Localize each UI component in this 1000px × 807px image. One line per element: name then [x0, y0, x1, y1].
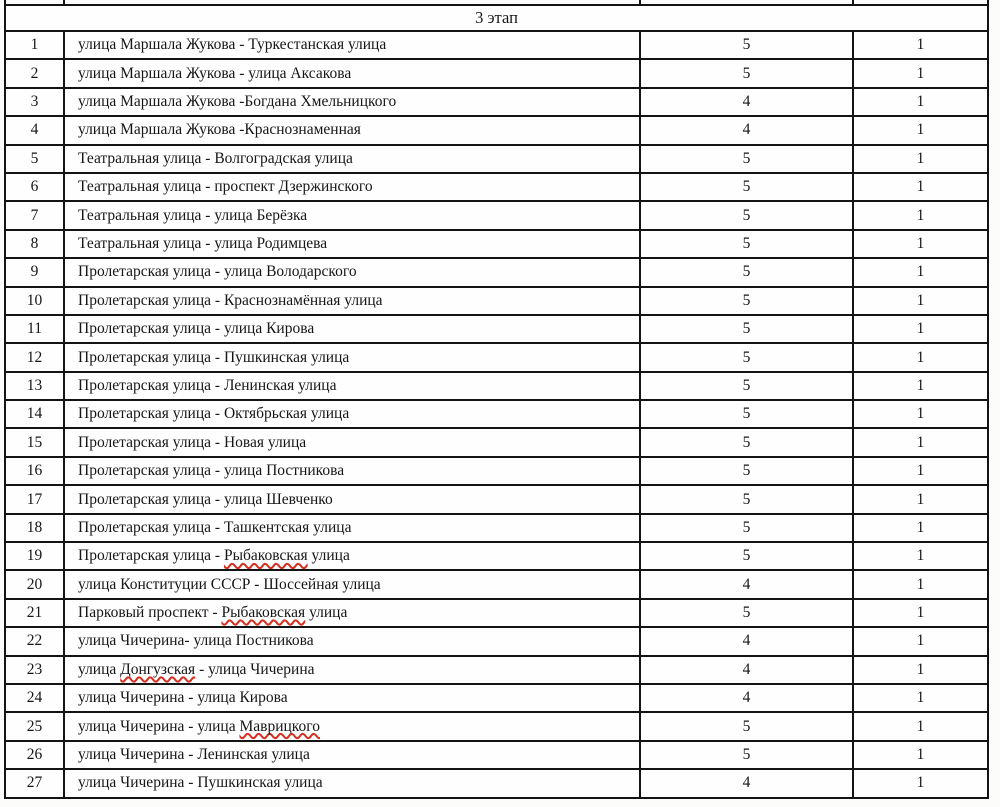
stage-header-row	[5, 5, 988, 31]
intersection-text: Парковый проспект -	[78, 604, 222, 622]
intersection-cell[interactable]	[64, 400, 640, 428]
intersection-text: - улица Чичерина	[195, 660, 315, 678]
intersection-cell[interactable]	[64, 656, 640, 684]
count-cell[interactable]: 1	[853, 230, 988, 258]
intersection-text: Театральная улица - улица Родимцева	[78, 235, 328, 253]
intersection-cell[interactable]	[64, 457, 640, 485]
intersection-text: улица Маршала Жукова - улица Аксакова	[78, 64, 352, 82]
table-row	[5, 769, 988, 797]
misspelled-word[interactable]: Рыбаковская	[221, 604, 306, 622]
intersection-cell[interactable]	[64, 684, 640, 712]
row-number-cell[interactable]: 10	[5, 287, 64, 315]
table-row	[5, 116, 988, 144]
count-cell[interactable]: 1	[853, 428, 988, 456]
score-cell[interactable]: 5	[640, 343, 853, 371]
table-row	[5, 684, 988, 712]
table-row	[5, 656, 988, 684]
table-row	[5, 542, 988, 570]
intersection-cell[interactable]	[64, 712, 640, 740]
score-cell[interactable]: 4	[640, 684, 853, 712]
intersection-text: Пролетарская улица - Новая улица	[78, 433, 307, 451]
row-number-cell[interactable]: 24	[5, 684, 64, 712]
score-cell[interactable]: 4	[640, 88, 853, 116]
intersection-cell[interactable]	[64, 741, 640, 769]
count-cell[interactable]: 1	[853, 712, 988, 740]
count-cell[interactable]: 1	[853, 457, 988, 485]
score-cell[interactable]: 5	[640, 741, 853, 769]
score-cell[interactable]: 5	[640, 599, 853, 627]
row-number-cell[interactable]: 1	[5, 31, 64, 59]
table-row	[5, 230, 988, 258]
row-number-cell[interactable]: 11	[5, 315, 64, 343]
intersection-text: улица	[78, 660, 121, 678]
intersection-cell[interactable]	[64, 287, 640, 315]
count-cell[interactable]: 1	[853, 769, 988, 797]
count-cell[interactable]: 1	[853, 343, 988, 371]
misspelled-word[interactable]: Маврицкого	[239, 717, 321, 735]
score-cell[interactable]: 5	[640, 258, 853, 286]
intersection-text: Театральная улица - улица Берёзка	[78, 206, 308, 224]
intersection-text: улица Чичерина - улица Кирова	[78, 689, 288, 707]
count-cell[interactable]: 1	[853, 372, 988, 400]
table-row	[5, 343, 988, 371]
score-cell[interactable]: 5	[640, 428, 853, 456]
intersection-text: улица	[307, 547, 350, 565]
intersection-text: улица Чичерина - улица	[78, 717, 240, 735]
score-cell[interactable]: 4	[640, 656, 853, 684]
intersection-text: Пролетарская улица - Ташкентская улица	[78, 518, 352, 536]
score-cell[interactable]: 4	[640, 116, 853, 144]
table-row	[5, 258, 988, 286]
table-row	[5, 457, 988, 485]
intersection-cell[interactable]	[64, 116, 640, 144]
intersection-cell[interactable]	[64, 485, 640, 513]
count-cell[interactable]: 1	[853, 201, 988, 229]
score-cell[interactable]: 4	[640, 627, 853, 655]
score-cell[interactable]: 5	[640, 145, 853, 173]
row-number-cell[interactable]: 15	[5, 428, 64, 456]
intersection-text: Пролетарская улица - Октябрьская улица	[78, 405, 350, 423]
intersection-text: Пролетарская улица - Ленинская улица	[78, 376, 337, 394]
table-row	[5, 145, 988, 173]
table-row	[5, 741, 988, 769]
row-number-cell[interactable]: 12	[5, 343, 64, 371]
intersection-cell[interactable]	[64, 627, 640, 655]
intersection-cell[interactable]	[64, 542, 640, 570]
intersection-cell[interactable]	[64, 230, 640, 258]
score-cell[interactable]: 5	[640, 173, 853, 201]
intersection-cell[interactable]	[64, 145, 640, 173]
intersection-text: улица Чичерина- улица Постникова	[78, 632, 314, 650]
score-cell[interactable]: 5	[640, 712, 853, 740]
row-number-cell[interactable]: 2	[5, 59, 64, 87]
row-number-cell[interactable]: 9	[5, 258, 64, 286]
table-row	[5, 88, 988, 116]
table-row	[5, 287, 988, 315]
intersection-text: Театральная улица - Волгоградская улица	[78, 149, 353, 167]
intersection-text: улица Чичерина - Ленинская улица	[78, 746, 310, 764]
intersection-cell[interactable]	[64, 258, 640, 286]
table-row	[5, 514, 988, 542]
intersection-text: улица	[305, 604, 348, 622]
stage-header-cell[interactable]: 3 этап	[5, 5, 988, 31]
intersection-cell[interactable]	[64, 201, 640, 229]
row-number-cell[interactable]: 25	[5, 712, 64, 740]
score-cell[interactable]: 5	[640, 400, 853, 428]
score-cell[interactable]: 5	[640, 457, 853, 485]
count-cell[interactable]: 1	[853, 741, 988, 769]
score-cell[interactable]: 5	[640, 514, 853, 542]
intersection-text: улица Чичерина - Пушкинская улица	[78, 774, 323, 792]
table-row	[5, 201, 988, 229]
table-row	[5, 400, 988, 428]
count-cell[interactable]: 1	[853, 31, 988, 59]
intersection-text: улица Маршала Жукова -Краснознаменная	[78, 121, 361, 139]
row-number-cell[interactable]: 5	[5, 145, 64, 173]
count-cell[interactable]: 1	[853, 514, 988, 542]
table-row	[5, 485, 988, 513]
row-number-cell[interactable]: 20	[5, 570, 64, 598]
row-number-cell[interactable]: 22	[5, 627, 64, 655]
count-cell[interactable]: 1	[853, 145, 988, 173]
count-cell[interactable]: 1	[853, 656, 988, 684]
intersection-cell[interactable]	[64, 59, 640, 87]
score-cell[interactable]: 5	[640, 287, 853, 315]
table-row	[5, 31, 988, 59]
count-cell[interactable]: 1	[853, 570, 988, 598]
count-cell[interactable]: 1	[853, 258, 988, 286]
row-number-cell[interactable]: 18	[5, 514, 64, 542]
intersection-text: Пролетарская улица - улица Кирова	[78, 320, 315, 338]
row-number-cell[interactable]: 13	[5, 372, 64, 400]
intersection-cell[interactable]	[64, 769, 640, 797]
intersection-text: Пролетарская улица - Краснознамённая улица	[78, 291, 383, 309]
intersections-table	[4, 0, 989, 799]
intersection-cell[interactable]	[64, 372, 640, 400]
table-row	[5, 59, 988, 87]
row-number-cell[interactable]: 7	[5, 201, 64, 229]
count-cell[interactable]: 1	[853, 599, 988, 627]
count-cell[interactable]: 1	[853, 485, 988, 513]
intersection-text: улица Маршала Жукова -Богдана Хмельницкого	[78, 93, 397, 111]
table-row	[5, 428, 988, 456]
table-row	[5, 173, 988, 201]
row-number-cell[interactable]: 23	[5, 656, 64, 684]
misspelled-word[interactable]: Рыбаковская	[223, 547, 308, 565]
intersection-cell[interactable]	[64, 570, 640, 598]
row-number-cell[interactable]: 19	[5, 542, 64, 570]
row-number-cell[interactable]: 17	[5, 485, 64, 513]
intersection-cell[interactable]	[64, 173, 640, 201]
row-number-cell[interactable]: 21	[5, 599, 64, 627]
score-cell[interactable]: 5	[640, 485, 853, 513]
count-cell[interactable]: 1	[853, 400, 988, 428]
score-cell[interactable]: 5	[640, 372, 853, 400]
intersection-text: Пролетарская улица - улица Постникова	[78, 462, 345, 480]
intersection-text: улица Конституции СССР - Шоссейная улица	[78, 575, 381, 593]
table-row	[5, 599, 988, 627]
row-number-cell[interactable]: 3	[5, 88, 64, 116]
score-cell[interactable]: 5	[640, 201, 853, 229]
score-cell[interactable]: 5	[640, 315, 853, 343]
row-number-cell[interactable]: 8	[5, 230, 64, 258]
count-cell[interactable]: 1	[853, 88, 988, 116]
count-cell[interactable]: 1	[853, 684, 988, 712]
table-row	[5, 570, 988, 598]
intersection-text: Пролетарская улица - Пушкинская улица	[78, 348, 350, 366]
row-number-cell[interactable]: 4	[5, 116, 64, 144]
intersection-text: улица Маршала Жукова - Туркестанская улица	[78, 36, 387, 54]
score-cell[interactable]: 5	[640, 59, 853, 87]
row-number-cell[interactable]: 27	[5, 769, 64, 797]
row-number-cell[interactable]: 14	[5, 400, 64, 428]
intersection-cell[interactable]	[64, 428, 640, 456]
intersection-text: Пролетарская улица - улица Шевченко	[78, 490, 333, 508]
count-cell[interactable]: 1	[853, 59, 988, 87]
row-number-cell[interactable]: 16	[5, 457, 64, 485]
score-cell[interactable]: 4	[640, 769, 853, 797]
intersection-text: Пролетарская улица - улица Володарского	[78, 263, 357, 281]
intersection-cell[interactable]	[64, 514, 640, 542]
score-cell[interactable]: 4	[640, 570, 853, 598]
score-cell[interactable]: 5	[640, 230, 853, 258]
count-cell[interactable]: 1	[853, 627, 988, 655]
count-cell[interactable]: 1	[853, 287, 988, 315]
intersection-cell[interactable]	[64, 599, 640, 627]
intersection-cell[interactable]	[64, 31, 640, 59]
count-cell[interactable]: 1	[853, 542, 988, 570]
score-cell[interactable]: 5	[640, 542, 853, 570]
intersection-cell[interactable]	[64, 343, 640, 371]
table-row	[5, 372, 988, 400]
count-cell[interactable]: 1	[853, 315, 988, 343]
row-number-cell[interactable]: 6	[5, 173, 64, 201]
table-row	[5, 712, 988, 740]
count-cell[interactable]: 1	[853, 116, 988, 144]
intersection-text: Пролетарская улица -	[78, 547, 224, 565]
table-row	[5, 627, 988, 655]
intersection-cell[interactable]	[64, 88, 640, 116]
score-cell[interactable]: 5	[640, 31, 853, 59]
intersection-text: Театральная улица - проспект Дзержинского	[78, 178, 373, 196]
count-cell[interactable]: 1	[853, 173, 988, 201]
table-row	[5, 315, 988, 343]
intersection-cell[interactable]	[64, 315, 640, 343]
misspelled-word[interactable]: Донгузская	[120, 660, 196, 678]
row-number-cell[interactable]: 26	[5, 741, 64, 769]
